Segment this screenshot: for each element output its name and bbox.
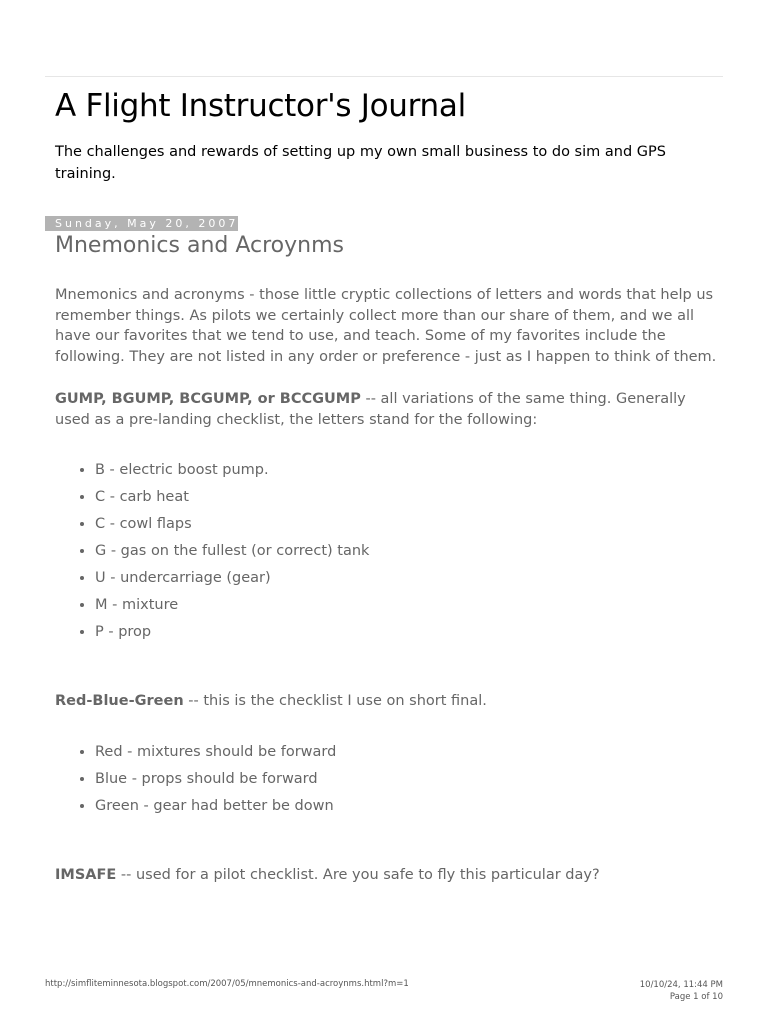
imsafe-description: -- used for a pilot checklist. Are you safe to fly this particular day? bbox=[116, 866, 600, 883]
list-item: • U - undercarriage (gear) bbox=[95, 565, 717, 592]
gump-list bbox=[55, 457, 717, 646]
footer-datetime: 10/10/24, 11:44 PM bbox=[639, 980, 723, 990]
list-item: • G - gas on the fullest (or correct) tank bbox=[95, 538, 717, 565]
imsafe-paragraph bbox=[55, 865, 717, 886]
rbg-list bbox=[55, 739, 717, 820]
list-item: • Blue - props should be forward bbox=[95, 766, 717, 793]
imsafe-term: IMSAFE bbox=[55, 866, 117, 883]
footer-page-number: Page 1 of 10 bbox=[669, 992, 723, 1002]
footer-meta bbox=[640, 979, 723, 1003]
post-title[interactable]: Mnemonics and Acroynms bbox=[55, 233, 344, 258]
list-item: • B - electric boost pump. bbox=[95, 457, 717, 484]
list-item: • M - mixture bbox=[95, 592, 717, 619]
post-body bbox=[55, 285, 717, 886]
list-item: • C - carb heat bbox=[95, 484, 717, 511]
rbg-paragraph bbox=[55, 691, 717, 712]
rbg-term: Red-Blue-Green bbox=[55, 693, 184, 710]
list-item: • Red - mixtures should be forward bbox=[95, 739, 717, 766]
footer-url: http://simfliteminnesota.blogspot.com/2007/05/mnemonics-and-acroynms.html?m=1 bbox=[45, 979, 409, 989]
gump-term: GUMP, BGUMP, BCGUMP, or BCCGUMP bbox=[55, 390, 361, 407]
rbg-description: -- this is the checklist I use on short final. bbox=[183, 693, 487, 710]
intro-paragraph: Mnemonics and acronyms - those little cryptic collections of letters and words that help us remember things. As pilots we certainly collect more than our share of them, and we all have our favorites that we tend to use, and teach. Some of my favorites include the following. They are not listed in any order or preference - just as I happen to think of them. bbox=[55, 287, 717, 366]
header-divider bbox=[45, 76, 723, 77]
list-item: • C - cowl flaps bbox=[95, 511, 717, 538]
gump-description: -- all variations of the same thing. Generally used as a pre-landing checklist, the letters stand for the following: bbox=[55, 390, 686, 428]
gump-paragraph bbox=[55, 389, 717, 430]
blog-title[interactable]: A Flight Instructor's Journal bbox=[55, 88, 466, 124]
blog-description: The challenges and rewards of setting up my own small business to do sim and GPS training. bbox=[55, 144, 666, 182]
list-item: • P - prop bbox=[95, 619, 717, 646]
post-date: Sunday, May 20, 2007 bbox=[45, 216, 238, 231]
list-item: • Green - gear had better be down bbox=[95, 793, 717, 820]
